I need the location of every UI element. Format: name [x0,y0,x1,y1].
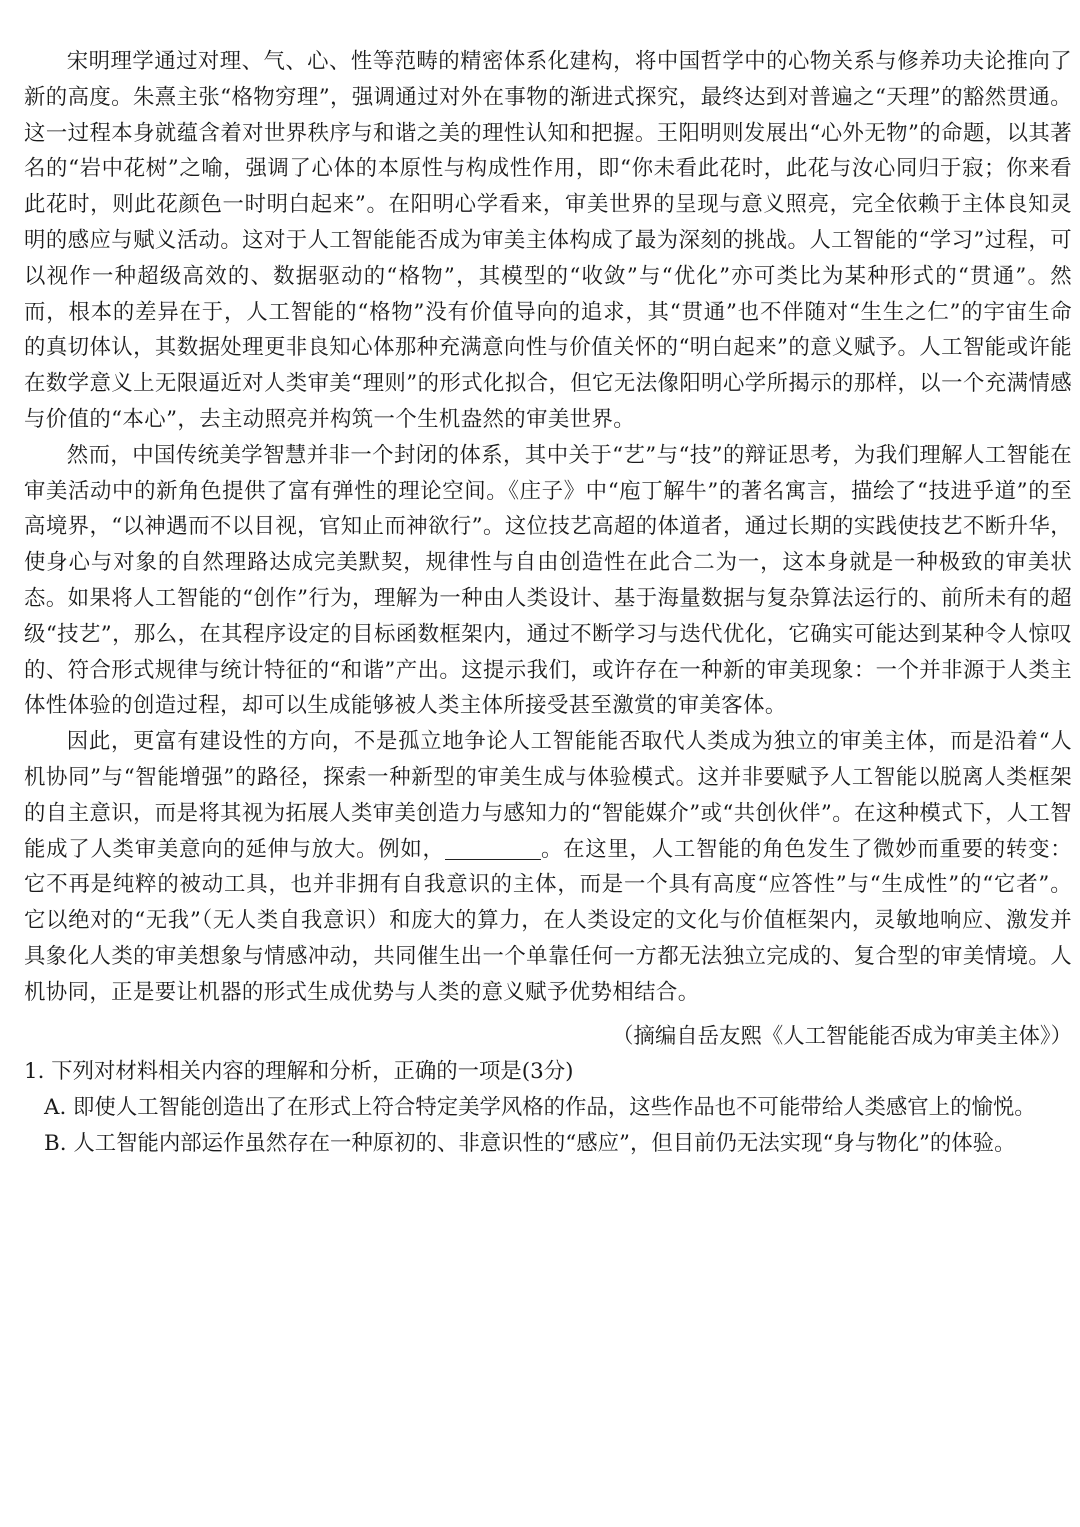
question-1-option-a: A. 即使人工智能创造出了在形式上符合特定美学风格的作品，这些作品也不可能带给人类感官上的愉悦。 [44,1095,1036,1121]
fill-in-blank [445,837,541,860]
question-1-option-b: B. 人工智能内部运作虽然存在一种原初的、非意识性的“感应”，但目前仍无法实现“身与物化”的体验。 [44,1130,1016,1156]
passage-paragraph-2: 然而，中国传统美学智慧并非一个封闭的体系，其中关于“艺”与“技”的辩证思考，为我们理解人工智能在审美活动中的新角色提供了富有弹性的理论空间。《庄子》中“庖丁解牛”的著名寓言，描绘了“技进乎道”的至高境界，“以神遇而不以目视，官知止而神欲行”。这位技艺高超的体道者，通过长期的实践使技艺不断升华，使身心与对象的自然理路达成完美默契，规律性与自由创造性在此合二为一，这本身就是一种极致的审美状态。如果将人工智能的“创作”行为，理解为一种由人类设计、基于海量数据与复杂算法运行的、前所未有的超级“技艺”，那么，在其程序设定的目标函数框架内，通过不断学习与迭代优化，它确实可能达到某种令人惊叹的、符合形式规律与统计特征的“和谐”产出。这提示我们，或许存在一种新的审美现象：一个并非源于人类主体性体验的创造过程，却可以生成能够被人类主体所接受甚至激赏的审美客体。 [24,442,1072,719]
paragraph-3-text-before-blank: 因此，更富有建设性的方向，不是孤立地争论人工智能能否取代人类成为独立的审美主体，而是沿着“人机协同”与“智能增强”的路径，探索一种新型的审美生成与体验模式。这并非要赋予人工智能以脱离人类框架的自主意识，而是将其视为拓展人类审美创造力与感知力的“智能媒介”或“共创伙伴”。在这种模式下，人工智能成了人类审美意向的延伸与放大。例如， [24,729,1072,862]
passage-paragraph-1: 宋明理学通过对理、气、心、性等范畴的精密体系化建构，将中国哲学中的心物关系与修养功夫论推向了新的高度。朱熹主张“格物穷理”，强调通过对外在事物的渐进式探究，最终达到对普遍之“天理”的豁然贯通。这一过程本身就蕴含着对世界秩序与和谐之美的理性认知和把握。王阳明则发展出“心外无物”的命题，以其著名的“岩中花树”之喻，强调了心体的本原性与构成性作用，即“你未看此花时，此花与汝心同归于寂；你来看此花时，则此花颜色一时明白起来”。在阳明心学看来，审美世界的呈现与意义照亮，完全依赖于主体良知灵明的感应与赋义活动。这对于人工智能能否成为审美主体构成了最为深刻的挑战。人工智能的“学习”过程，可以视作一种超级高效的、数据驱动的“格物”，其模型的“收敛”与“优化”亦可类比为某种形式的“贯通”。然而，根本的差异在于，人工智能的“格物”没有价值导向的追求，其“贯通”也不伴随对“生生之仁”的宇宙生命的真切体认，其数据处理更非良知心体那种充满意向性与价值关怀的“明白起来”的意义赋予。人工智能或许能在数学意义上无限逼近对人类审美“理则”的形式化拟合，但它无法像阳明心学所揭示的那样，以一个充满情感与价值的“本心”，去主动照亮并构筑一个生机盎然的审美世界。 [24,49,1072,432]
passage-paragraph-3 [24,724,1072,1010]
paragraph-3-text-after-blank: 。在这里，人工智能的角色发生了微妙而重要的转变：它不再是纯粹的被动工具，也并非拥有自我意识的主体，而是一个具有高度“应答性”与“生成性”的“它者”。它以绝对的“无我”（无人类自我意识）和庞大的算力，在人类设定的文化与价值框架内，灵敏地响应、激发并具象化人类的审美想象与情感冲动，共同催生出一个单靠任何一方都无法独立完成的、复合型的审美情境。人机协同，正是要让机器的形式生成优势与人类的意义赋予优势相结合。 [24,836,1072,1005]
source-citation: （摘编自岳友熙《人工智能能否成为审美主体》） [612,1023,1072,1049]
exam-page [24,44,1072,1162]
question-1-stem: 1. 下列对材料相关内容的理解和分析，正确的一项是(3分) [24,1059,574,1085]
